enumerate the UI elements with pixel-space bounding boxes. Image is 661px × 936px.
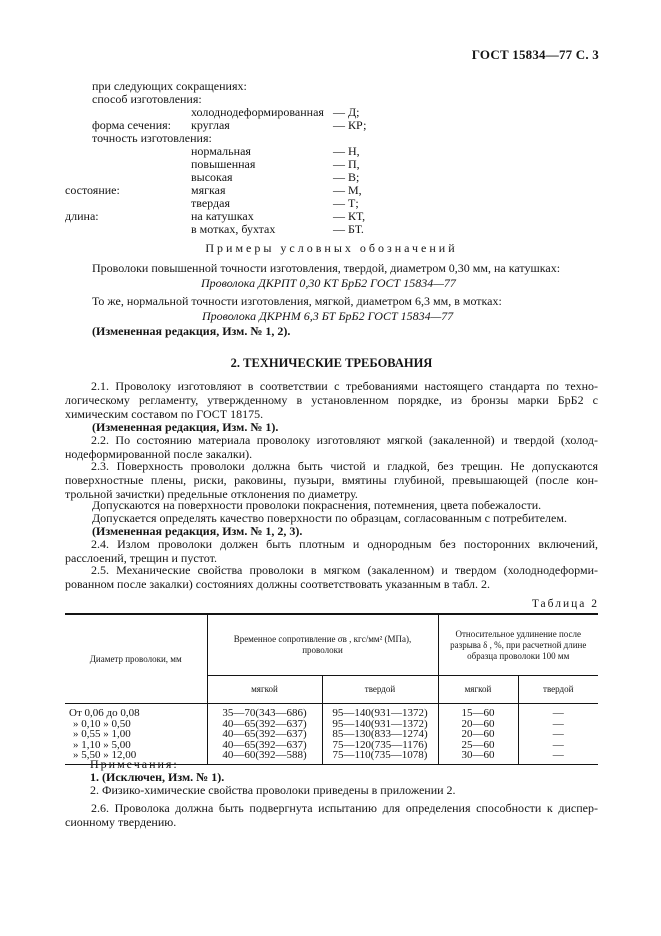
abbr-precision-label: точность изготовления: xyxy=(92,131,212,145)
abbr-state-code: — М, xyxy=(333,183,362,197)
paragraph-line: 2.3. Поверхность проволоки должна быть чистой и гладкой, без трещин. Не допускаются xyxy=(91,459,598,473)
cell-strength-soft: 40—60(392—588) xyxy=(207,750,322,764)
abbr-section-label: форма сечения: xyxy=(92,118,171,132)
paragraph-2-5 xyxy=(65,563,598,591)
cell-diameter: » 0,55 » 1,00 xyxy=(73,728,131,740)
note-1: 1. (Исключен, Изм. № 1). xyxy=(90,770,225,784)
abbr-method-code: — Д; xyxy=(333,105,360,119)
cell-elongation-hard: — xyxy=(518,704,598,719)
sub-header-hard: твердой xyxy=(322,676,438,704)
example-2-text: То же, нормальной точности изготовления, мягкой, диаметром 6,3 мм, в мотках: xyxy=(92,294,502,308)
paragraph-2-3-a: Допускаются на поверхности проволоки покраснения, потемнения, цвета побежалости. xyxy=(92,498,542,512)
abbr-length-item: на катушках xyxy=(191,209,254,223)
cell-strength-hard: 95—140(931—1372) xyxy=(322,704,438,719)
paragraph-2-4 xyxy=(65,537,598,565)
paragraph-2-1 xyxy=(65,379,598,421)
revision-note-2: (Измененная редакция, Изм. № 1). xyxy=(92,420,279,434)
paragraph-2-3 xyxy=(65,459,598,501)
abbr-precision-code: — В; xyxy=(333,170,360,184)
cell-diameter: » 0,10 » 0,50 xyxy=(73,717,131,730)
cell-strength-soft: 40—65(392—637) xyxy=(207,740,322,751)
cell-strength-hard: 75—110(735—1078) xyxy=(322,750,438,764)
cell-strength-soft: 40—65(392—637) xyxy=(207,719,322,730)
abbr-state-item: мягкая xyxy=(191,183,226,197)
paragraph-2-3-b: Допускается определять качество поверхности по образцам, согласованным с потребителем. xyxy=(92,511,567,525)
abbr-length-code: — БТ. xyxy=(333,222,364,236)
table-row xyxy=(65,729,598,740)
paragraph-2-6 xyxy=(65,801,598,829)
example-1-code: Проволока ДКРПТ 0,30 КТ БрБ2 ГОСТ 15834—77 xyxy=(201,276,456,290)
paragraph-line: химическим составом по ГОСТ 18175. xyxy=(65,407,264,421)
paragraph-line: 2.2. По состоянию материала проволоку изготовляют мягкой (закаленной) и твердой (холод- xyxy=(91,433,598,447)
paragraph-line: 2.4. Излом проволоки должен быть плотным и однородным без посторонних включений, xyxy=(91,537,598,551)
abbr-length-code: — КТ, xyxy=(333,209,366,223)
paragraph-line: 2.6. Проволока должна быть подвергнута испытанию для определения способности к диспер- xyxy=(91,801,598,815)
example-1-text: Проволоки повышенной точности изготовления, твердой, диаметром 0,30 мм, на катушках: xyxy=(92,261,561,275)
abbr-state-label: состояние: xyxy=(65,183,120,197)
table-caption: Таблица 2 xyxy=(531,598,599,610)
cell-elongation-hard: — xyxy=(518,740,598,751)
abbr-precision-item: высокая xyxy=(191,170,233,184)
cell-strength-soft: 40—65(392—637) xyxy=(207,729,322,740)
paragraph-line: расслоений, трещин и пустот. xyxy=(65,551,217,565)
paragraph-line: рованном после закалки) состояниях должны соответствовать указанным в табл. 2. xyxy=(65,577,491,591)
col-header-strength: Временное сопротивление σв , кгс/мм² (МПа), проволоки xyxy=(207,614,438,676)
paragraph-line: 2.1. Проволоку изготовляют в соответствии с требованиями настоящего стандарта по техно- xyxy=(91,379,598,393)
abbr-section-item: круглая xyxy=(191,118,230,132)
abbr-intro: при следующих сокращениях: xyxy=(92,79,247,93)
col-header-diameter: Диаметр проволоки, мм xyxy=(65,614,207,704)
cell-diameter: От 0,06 до 0,08 xyxy=(69,707,140,719)
note-2: 2. Физико-химические свойства проволоки приведены в приложении 2. xyxy=(90,783,456,797)
paragraph-line: логическому регламенту, утвержденному в установленном порядке, из бронзы марки БрБ2 с xyxy=(65,393,598,407)
cell-diameter: » 5,50 » 12,00 xyxy=(65,750,207,764)
abbr-state-item: твердая xyxy=(191,196,230,210)
cell-elongation-hard: — xyxy=(518,729,598,740)
abbr-section-code: — КР; xyxy=(333,118,367,132)
paragraph-line: трольной зачистки) предельные отклонения по диаметру. xyxy=(65,487,358,501)
cell-elongation-soft: 25—60 xyxy=(438,740,518,751)
abbr-precision-code: — Н, xyxy=(333,144,360,158)
cell-strength-soft: 35—70(343—686) xyxy=(207,704,322,719)
col-header-elongation: Относительное удлинение после разрыва δ , %, при расчетной длине образца проволоки 100 мм xyxy=(438,614,598,676)
cell-elongation-soft: 30—60 xyxy=(438,750,518,764)
revision-note-1: (Измененная редакция, Изм. № 1, 2). xyxy=(92,324,291,338)
cell-elongation-hard: — xyxy=(518,750,598,764)
table-row xyxy=(65,704,598,719)
sub-header-soft-elongation: мягкой xyxy=(438,676,518,704)
sub-header-soft: мягкой xyxy=(207,676,322,704)
paragraph-2-2 xyxy=(65,433,598,461)
notes-title: Примечания: xyxy=(90,757,179,771)
table-row xyxy=(65,740,598,751)
cell-elongation-soft: 20—60 xyxy=(438,719,518,730)
example-2-code: Проволока ДКРНМ 6,3 БТ БрБ2 ГОСТ 15834—77 xyxy=(202,309,454,323)
cell-strength-hard: 85—130(833—1274) xyxy=(322,729,438,740)
abbr-precision-item: нормальная xyxy=(191,144,251,158)
cell-diameter: » 1,10 » 5,00 xyxy=(73,738,131,751)
paragraph-line: 2.5. Механические свойства проволоки в мягком (закаленном) и твердом (холоднодеформи- xyxy=(91,563,598,577)
page-header: ГОСТ 15834—77 С. 3 xyxy=(471,47,599,62)
abbr-method-label: способ изготовления: xyxy=(92,92,202,106)
paragraph-line: сионному твердению. xyxy=(65,815,177,829)
paragraph-line: нодеформированной после закалки). xyxy=(65,447,253,461)
mechanical-properties-table xyxy=(65,613,598,765)
abbr-precision-item: повышенная xyxy=(191,157,256,171)
paragraph-line: поверхностные плены, риски, раковины, пузыри, вмятины глубиной, превышающей (после кон- xyxy=(65,473,598,487)
cell-elongation-soft: 20—60 xyxy=(438,729,518,740)
revision-note-3: (Измененная редакция, Изм. № 1, 2, 3). xyxy=(92,524,303,538)
cell-elongation-soft: 15—60 xyxy=(438,704,518,719)
abbr-precision-code: — П, xyxy=(333,157,360,171)
abbr-length-item: в мотках, бухтах xyxy=(191,222,276,236)
examples-title: Примеры условных обозначений xyxy=(205,241,458,255)
cell-elongation-hard: — xyxy=(518,719,598,730)
cell-strength-hard: 75—120(735—1176) xyxy=(322,740,438,751)
abbr-state-code: — Т; xyxy=(333,196,359,210)
cell-strength-hard: 95—140(931—1372) xyxy=(322,719,438,730)
abbr-method-item: холоднодеформированная xyxy=(191,105,324,119)
abbr-length-label: длина: xyxy=(65,209,99,223)
sub-header-hard-elongation: твердой xyxy=(518,676,598,704)
section-title: 2. ТЕХНИЧЕСКИЕ ТРЕБОВАНИЯ xyxy=(230,356,433,370)
